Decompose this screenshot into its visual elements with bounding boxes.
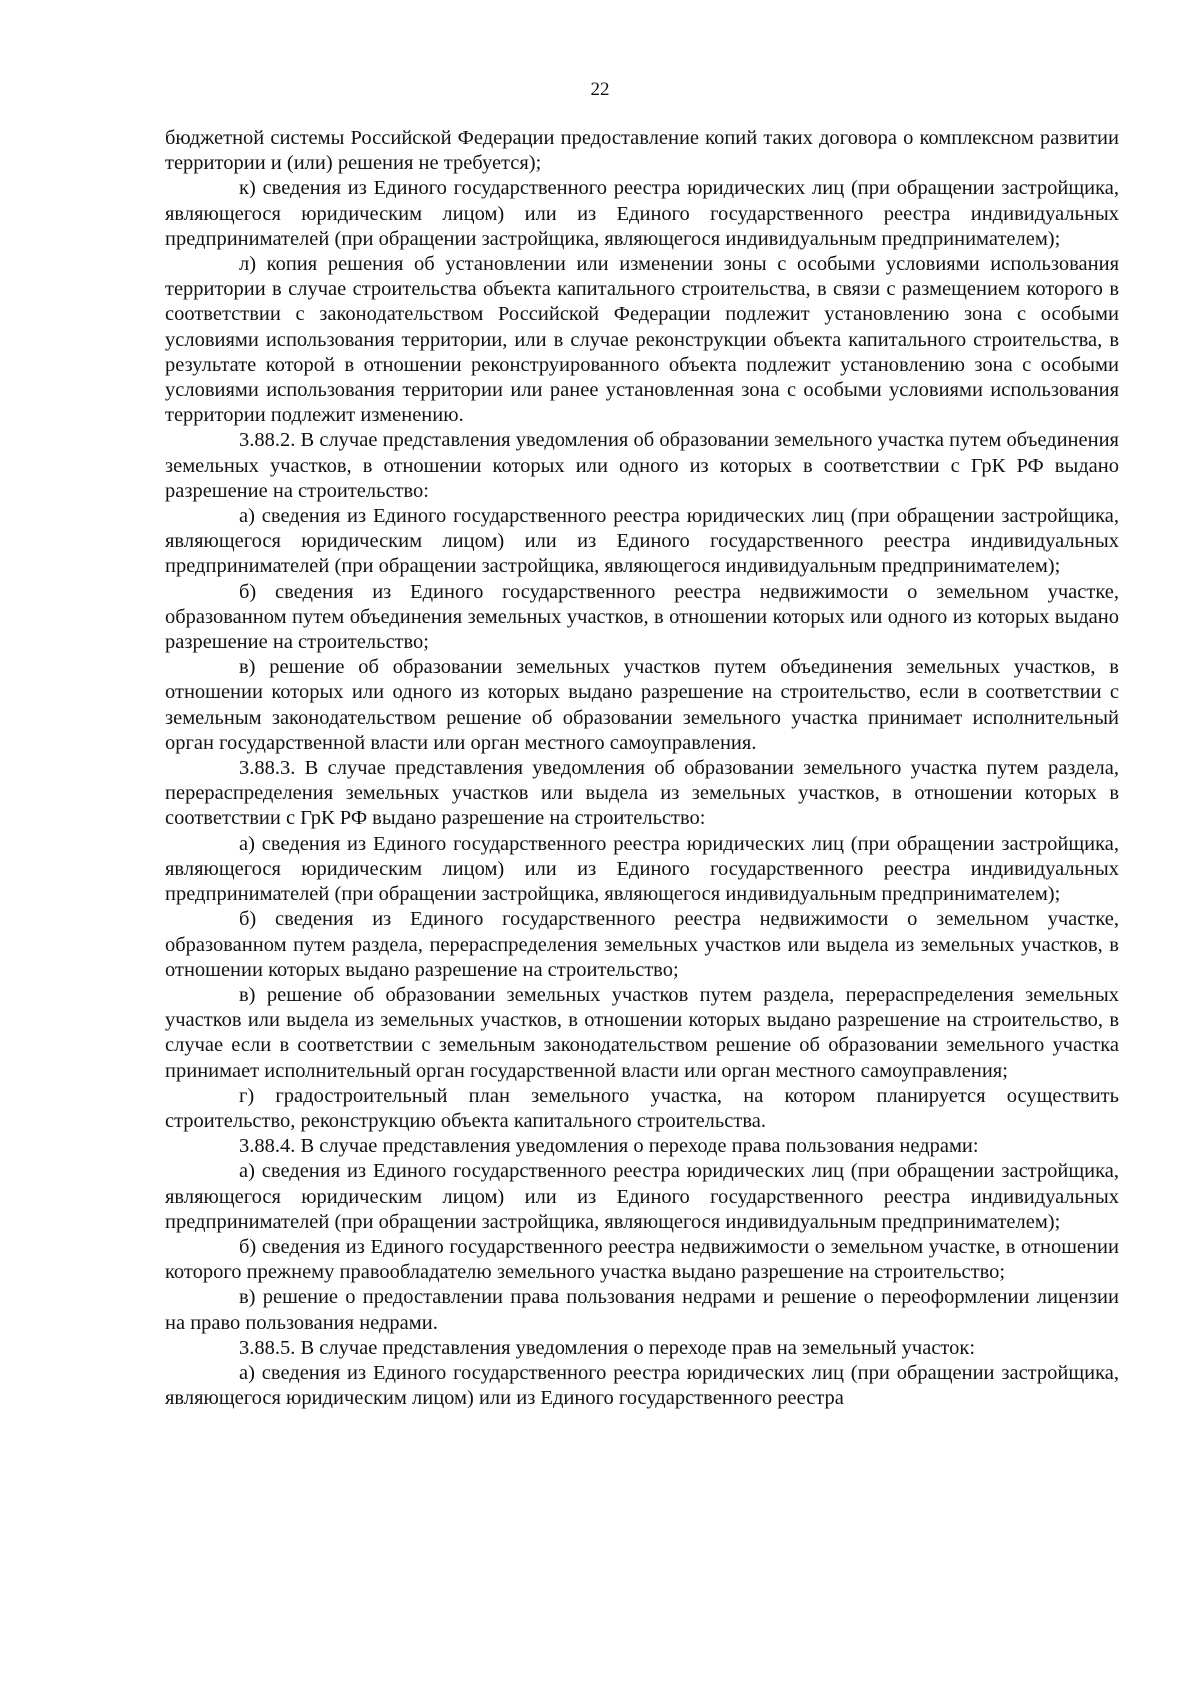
paragraph-section-3-88-5: 3.88.5. В случае представления уведомления о переходе прав на земельный участок: (239, 1336, 976, 1359)
paragraph-3-88-5-item-a: а) сведения из Единого государственного реестра юридических лиц (при обращении застройщика, являющегося юридическим лицом) или из Единого государственного реестра (165, 1361, 1119, 1410)
paragraph-continuation: бюджетной системы Российской Федерации предоставление копий таких договора о комплексном развитии территории и (или) решения не требуется); (165, 127, 1119, 175)
paragraph-3-88-3-item-b: б) сведения из Единого государственного реестра недвижимости о земельном участке, образованном путем раздела, перераспределения земельных участков или выдела из земельных участков, в отношении которых выдано разрешение на строительство; (165, 908, 1119, 981)
paragraph-item-l: л) копия решения об установлении или изменении зоны с особыми условиями использования территории в случае строительства объекта капитального строительства, в связи с размещением которого в соответствии с законодательством Российской Федерации подлежит установлению зона с особыми условиями использования территории, или в случае реконструкции объекта капитального строительства, в результате которой в отношении реконструированного объекта подлежит установлению зона с особыми условиями использования территории или ранее установленная зона с особыми условиями использования территории подлежит изменению. (165, 253, 1119, 427)
paragraph-3-88-3-item-a: а) сведения из Единого государственного реестра юридических лиц (при обращении застройщика, являющегося юридическим лицом) или из Единого государственного реестра индивидуальных предпринимателей (при обращении застройщика, являющегося индивидуальным предпринимателем); (165, 832, 1119, 906)
paragraph-item-k: к) сведения из Единого государственного реестра юридических лиц (при обращении застройщика, являющегося юридическим лицом) или из Единого государственного реестра индивидуальных предпринимателей (при обращении застройщика, являющегося индивидуальным предпринимателем); (165, 177, 1119, 250)
paragraph-section-3-88-3: 3.88.3. В случае представления уведомления об образовании земельного участка путем раздела, перераспределения земельных участков или выдела из земельных участков, в отношении которых в соответствии с ГрК РФ выдано разрешение на строительство: (165, 757, 1119, 830)
paragraph-3-88-2-item-a: а) сведения из Единого государственного реестра юридических лиц (при обращении застройщика, являющегося юридическим лицом) или из Единого государственного реестра индивидуальных предпринимателей (при обращении застройщика, являющегося индивидуальным предпринимателем); (165, 505, 1119, 578)
paragraph-3-88-4-item-b: б) сведения из Единого государственного реестра недвижимости о земельном участке, в отношении которого прежнему правообладателю земельного участка выдано разрешение на строительство; (165, 1235, 1119, 1284)
paragraph-section-3-88-4: 3.88.4. В случае представления уведомления о переходе права пользования недрами: (239, 1135, 979, 1158)
paragraph-3-88-2-item-v: в) решение об образовании земельных участков путем объединения земельных участков, в отношении которых или одного из которых выдано разрешение на строительство, если в соответствии с земельным законодательством решение об образовании земельного участка принимает исполнительный орган государственной власти или орган местного самоуправления. (165, 656, 1119, 754)
page-number: 22 (590, 79, 610, 100)
paragraph-3-88-3-item-v: в) решение об образовании земельных участков путем раздела, перераспределения земельных участков или выдела из земельных участков, в отношении которых выдано разрешение на строительство, в случае если в соответствии с земельным законодательством решение об образовании земельного участка принимает исполнительный орган государственной власти или орган местного самоуправления; (165, 983, 1119, 1082)
document-body (165, 126, 1119, 1411)
paragraph-3-88-2-item-b: б) сведения из Единого государственного реестра недвижимости о земельном участке, образованном путем объединения земельных участков, в отношении которых или одного из которых выдано разрешение на строительство; (165, 580, 1119, 654)
paragraph-3-88-4-item-a: а) сведения из Единого государственного реестра юридических лиц (при обращении застройщика, являющегося юридическим лицом) или из Единого государственного реестра индивидуальных предпринимателей (при обращении застройщика, являющегося индивидуальным предпринимателем); (165, 1160, 1119, 1233)
paragraph-section-3-88-2: 3.88.2. В случае представления уведомления об образовании земельного участка путем объединения земельных участков, в отношении которых или одного из которых в соответствии с ГрК РФ выдано разрешение на строительство: (165, 429, 1119, 502)
paragraph-3-88-3-item-g: г) градостроительный план земельного участка, на котором планируется осуществить строительство, реконструкцию объекта капитального строительства. (165, 1084, 1119, 1132)
paragraph-3-88-4-item-v: в) решение о предоставлении права пользования недрами и решение о переоформлении лицензии на право пользования недрами. (165, 1286, 1119, 1334)
